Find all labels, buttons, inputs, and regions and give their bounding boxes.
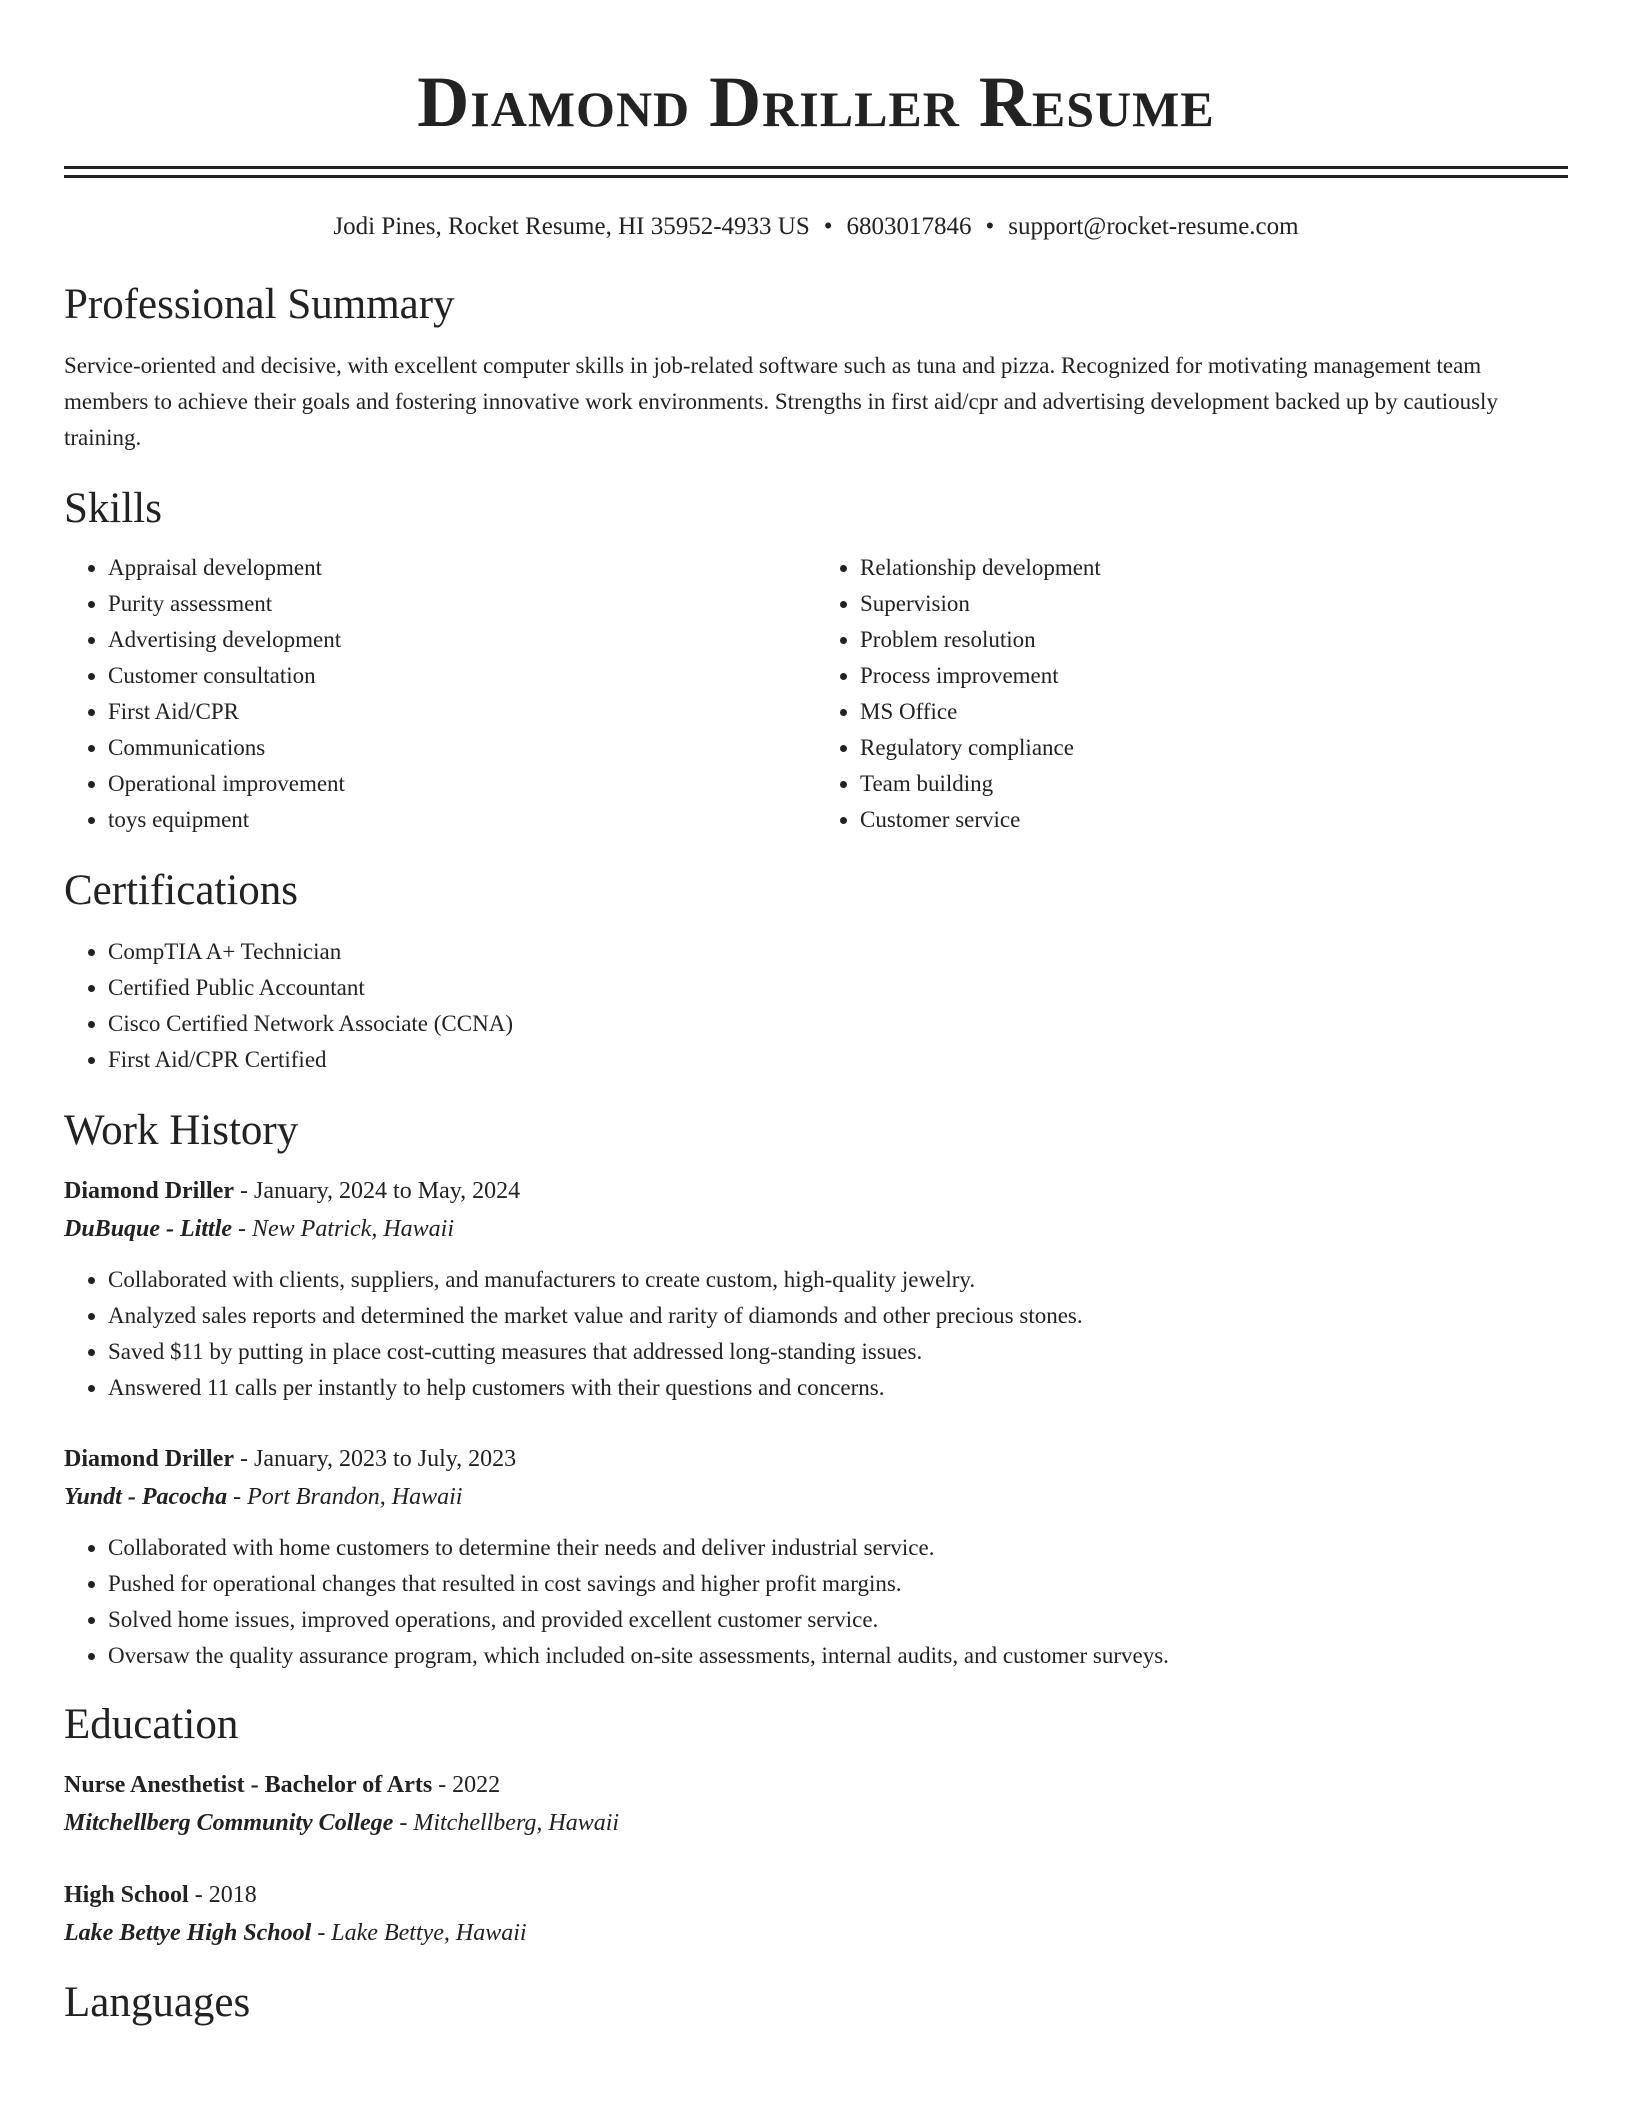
job-company: Yundt - Pacocha <box>64 1484 228 1510</box>
skill-item: • Advertising development <box>108 622 816 658</box>
education-school: Lake Bettye High School <box>64 1920 312 1946</box>
job-company-line <box>64 1210 1568 1248</box>
skills-columns <box>64 550 1568 838</box>
skill-item: • Process improvement <box>860 658 1568 694</box>
job-bullet: • Analyzed sales reports and determined the market value and rarity of diamonds and other precious stones. <box>108 1298 1568 1334</box>
education-degree-line <box>64 1766 1568 1804</box>
skill-item: • toys equipment <box>108 802 816 838</box>
job-bullet: • Saved $11 by putting in place cost-cutting measures that addressed long-standing issues. <box>108 1334 1568 1370</box>
skill-item: • Team building <box>860 766 1568 802</box>
skill-item: • Customer service <box>860 802 1568 838</box>
job-company-line <box>64 1478 1568 1516</box>
languages-heading: Languages <box>64 1979 251 2026</box>
skill-item: • Problem resolution <box>860 622 1568 658</box>
job-bullet: • Pushed for operational changes that resulted in cost savings and higher profit margins. <box>108 1566 1568 1602</box>
skill-item: • Communications <box>108 730 816 766</box>
job-dates: - January, 2024 to May, 2024 <box>233 1178 521 1204</box>
work-history-heading: Work History <box>64 1107 299 1154</box>
job-bullet: • Oversaw the quality assurance program, which included on-site assessments, internal audits, and customer surveys. <box>108 1638 1568 1674</box>
summary-heading: Professional Summary <box>64 281 455 328</box>
skills-list-right <box>816 550 1568 838</box>
education-degree: High School <box>64 1882 189 1908</box>
skill-item: • Regulatory compliance <box>860 730 1568 766</box>
job-bullet: • Solved home issues, improved operations, and provided excellent customer service. <box>108 1602 1568 1638</box>
contact-separator: • <box>823 213 833 240</box>
skill-item: • Operational improvement <box>108 766 816 802</box>
job-bullet: • Answered 11 calls per instantly to help customers with their questions and concerns. <box>108 1370 1568 1406</box>
skill-item: • Purity assessment <box>108 586 816 622</box>
skill-item: • First Aid/CPR <box>108 694 816 730</box>
skill-item: • Supervision <box>860 586 1568 622</box>
skills-heading: Skills <box>64 485 162 532</box>
education-year: - 2022 <box>432 1772 501 1798</box>
contact-phone: 6803017846 <box>846 213 972 240</box>
certification-item: • CompTIA A+ Technician <box>108 934 1568 970</box>
contact-address: Jodi Pines, Rocket Resume, HI 35952-4933 US <box>333 213 810 240</box>
job-role: Diamond Driller <box>64 1446 234 1472</box>
contact-line <box>64 212 1568 242</box>
job-role: Diamond Driller <box>64 1178 234 1204</box>
education-entry <box>64 1876 1568 1952</box>
education-entry <box>64 1766 1568 1842</box>
education-heading: Education <box>64 1701 239 1748</box>
education-location: - Mitchellberg, Hawaii <box>393 1810 620 1836</box>
contact-email: support@rocket-resume.com <box>1008 213 1299 240</box>
skill-item: • Customer consultation <box>108 658 816 694</box>
job-company: DuBuque - Little <box>64 1216 233 1242</box>
job-bullets <box>64 1262 1568 1406</box>
job-entry <box>64 1172 1568 1406</box>
job-bullet: • Collaborated with home customers to determine their needs and deliver industrial service. <box>108 1530 1568 1566</box>
skills-list-left <box>64 550 816 838</box>
certification-item: • Certified Public Accountant <box>108 970 1568 1006</box>
job-dates: - January, 2023 to July, 2023 <box>233 1446 517 1472</box>
certification-item: • First Aid/CPR Certified <box>108 1042 1568 1078</box>
resume-title: Diamond Driller Resume <box>417 62 1215 142</box>
education-degree-line <box>64 1876 1568 1914</box>
job-title-line <box>64 1172 1568 1210</box>
certification-item: • Cisco Certified Network Associate (CCNA) <box>108 1006 1568 1042</box>
skill-item: • MS Office <box>860 694 1568 730</box>
education-year: - 2018 <box>188 1882 257 1908</box>
education-school-line <box>64 1914 1568 1952</box>
job-title-line <box>64 1440 1568 1478</box>
job-bullets <box>64 1530 1568 1674</box>
skill-item: • Relationship development <box>860 550 1568 586</box>
education-degree: Nurse Anesthetist - Bachelor of Arts <box>64 1772 433 1798</box>
education-location: - Lake Bettye, Hawaii <box>311 1920 527 1946</box>
skill-item: • Appraisal development <box>108 550 816 586</box>
job-location: - New Patrick, Hawaii <box>232 1216 454 1242</box>
job-location: - Port Brandon, Hawaii <box>227 1484 463 1510</box>
title-divider-bottom <box>64 175 1568 178</box>
contact-separator: • <box>985 213 995 240</box>
education-school-line <box>64 1804 1568 1842</box>
job-entry <box>64 1440 1568 1674</box>
summary-text: Service-oriented and decisive, with excellent computer skills in job-related software such as tuna and pizza. Recognized for motivating management team members to achieve their goals and fostering innovative work environments. Strengths in first aid/cpr and advertising development backed up by cautiously training. <box>64 353 1498 450</box>
certifications-list <box>64 934 1568 1078</box>
job-bullet: • Collaborated with clients, suppliers, and manufacturers to create custom, high-quality jewelry. <box>108 1262 1568 1298</box>
title-divider-top <box>64 166 1568 169</box>
education-school: Mitchellberg Community College <box>64 1810 394 1836</box>
certifications-heading: Certifications <box>64 867 299 914</box>
